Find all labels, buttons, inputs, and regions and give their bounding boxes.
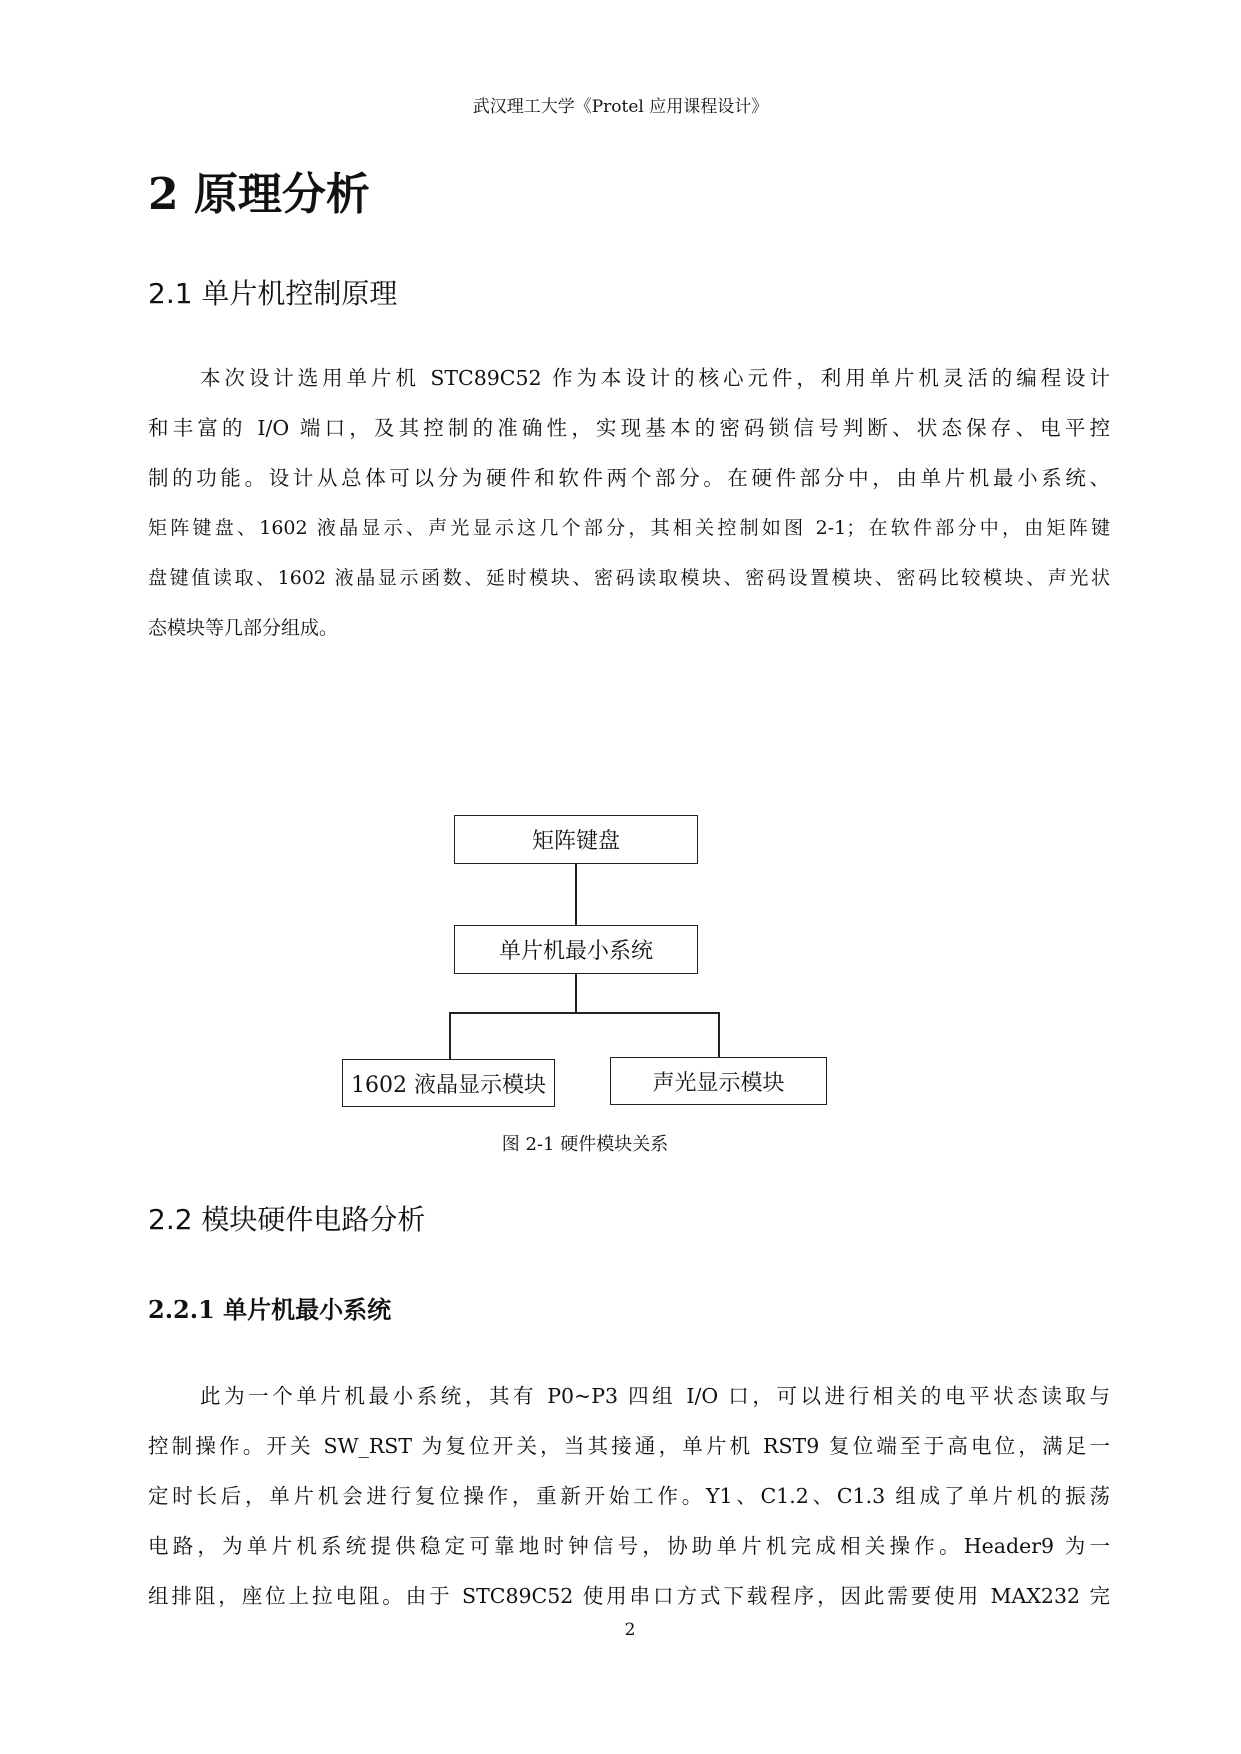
- paragraph-line: 制的功能。设计从总体可以分为硬件和软件两个部分。在硬件部分中，由单片机最小系统、: [148, 466, 1110, 490]
- paragraph-line: 组排阻，座位上拉电阻。由于 STC89C52 使用串口方式下载程序，因此需要使用 MAX232 完: [148, 1584, 1110, 1608]
- figure-caption: 图 2-1 硬件模块关系: [501, 1134, 669, 1155]
- paragraph-line: 定时长后，单片机会进行复位操作，重新开始工作。Y1、C1.2、C1.3 组成了单片机的振荡: [148, 1484, 1110, 1508]
- section-2-1-paragraph: [148, 353, 1110, 653]
- paragraph-line: 矩阵键盘、1602 液晶显示、声光显示这几个部分，其相关控制如图 2-1；在软件部分中，由矩阵键: [148, 517, 1110, 539]
- section-2-2-1-title: 2.2.1 单片机最小系统: [148, 1295, 392, 1324]
- page-number: 2: [624, 1620, 636, 1640]
- paragraph-line: 此为一个单片机最小系统，其有 P0~P3 四组 I/O 口，可以进行相关的电平状态读取与: [200, 1384, 1110, 1408]
- connector-line: [575, 864, 577, 925]
- paragraph-line: 本次设计选用单片机 STC89C52 作为本设计的核心元件，利用单片机灵活的编程设计: [200, 366, 1110, 390]
- lcd-box: 1602 液晶显示模块: [342, 1059, 555, 1107]
- section-2-2-1-paragraph: [148, 1371, 1110, 1621]
- keypad-box: 矩阵键盘: [454, 815, 698, 864]
- connector-line: [449, 1012, 451, 1059]
- paragraph-line: 和丰富的 I/O 端口，及其控制的准确性，实现基本的密码锁信号判断、状态保存、电平控: [148, 416, 1110, 440]
- chapter-title: 2 原理分析: [148, 169, 370, 220]
- paragraph-line: 态模块等几部分组成。: [148, 617, 339, 639]
- paragraph-line: 控制操作。开关 SW_RST 为复位开关，当其接通，单片机 RST9 复位端至于高电位，满足一: [148, 1434, 1110, 1458]
- paragraph-line: 电路，为单片机系统提供稳定可靠地时钟信号，协助单片机完成相关操作。Header9 为一: [148, 1534, 1110, 1558]
- section-2-1-title: 2.1 单片机控制原理: [148, 277, 398, 310]
- mcu-box: 单片机最小系统: [454, 925, 698, 974]
- sound-light-box: 声光显示模块: [610, 1057, 827, 1105]
- connector-line: [449, 1012, 719, 1014]
- connector-line: [718, 1012, 720, 1057]
- section-2-2-title: 2.2 模块硬件电路分析: [148, 1203, 426, 1236]
- connector-line: [575, 974, 577, 1013]
- paragraph-line: 盘键值读取、1602 液晶显示函数、延时模块、密码读取模块、密码设置模块、密码比较模块、声光状: [148, 567, 1110, 589]
- running-header: 武汉理工大学《Protel 应用课程设计》: [472, 97, 769, 117]
